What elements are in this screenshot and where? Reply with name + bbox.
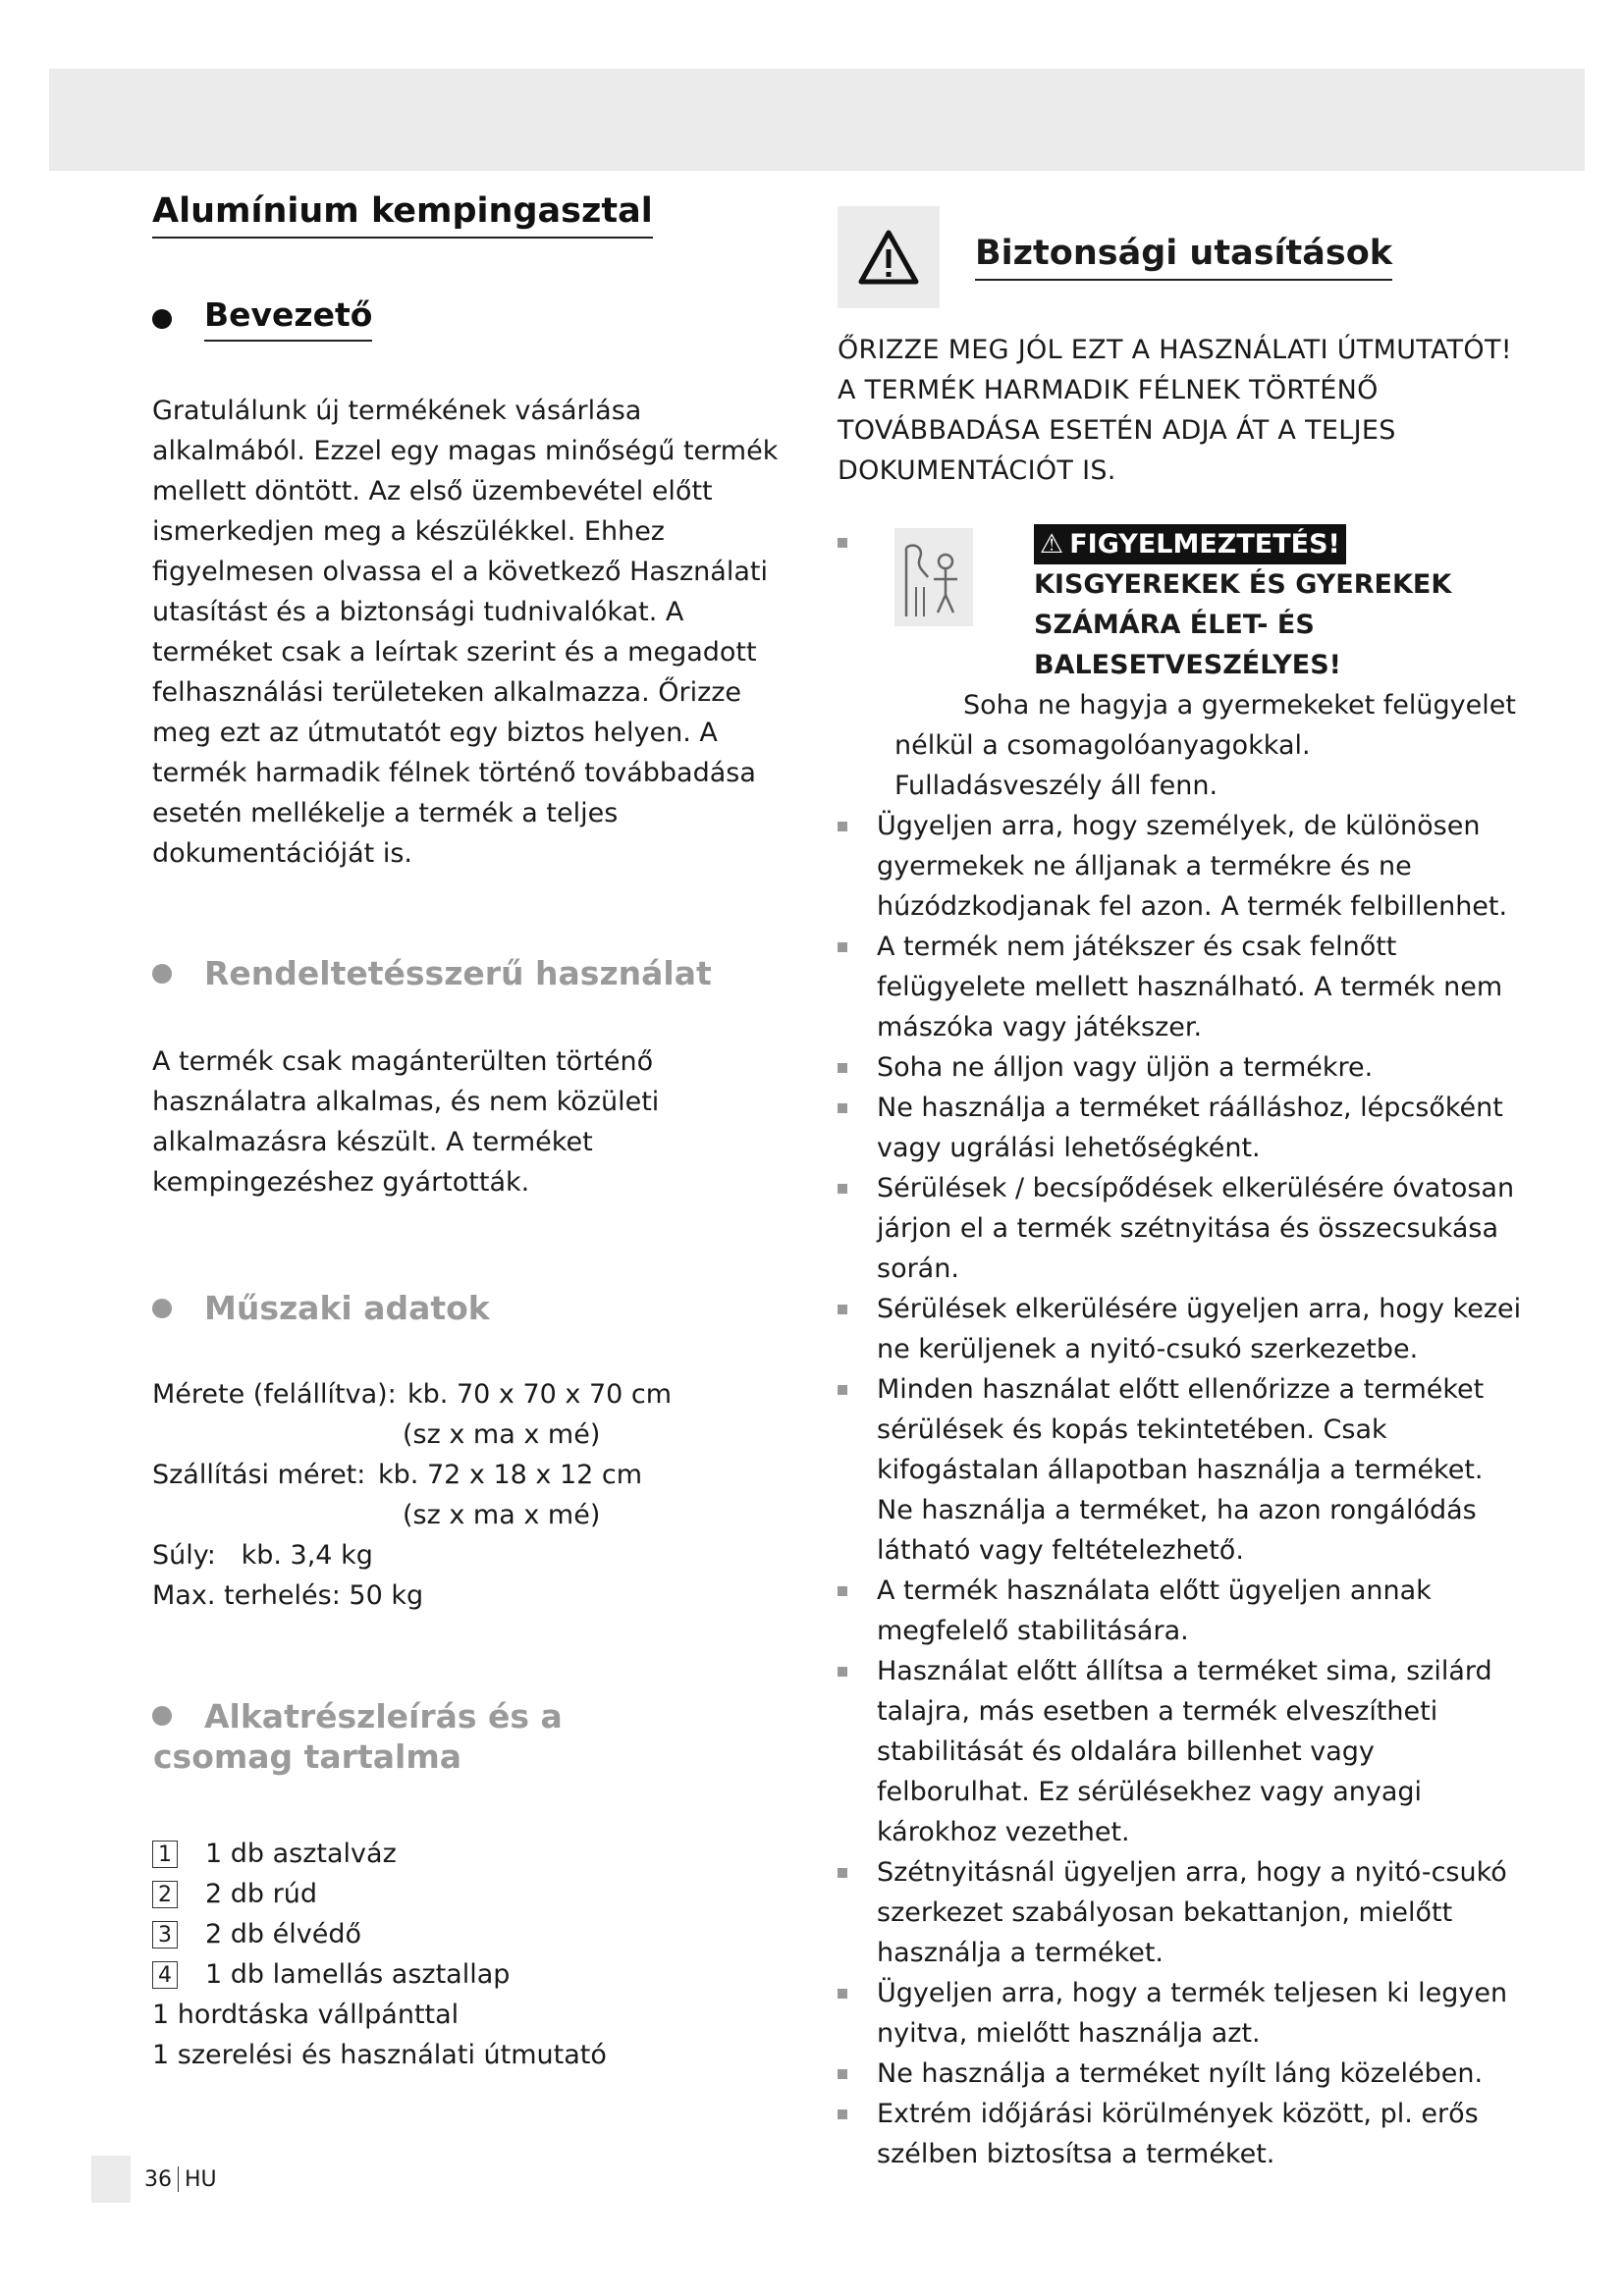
bullet-square-icon	[838, 1184, 847, 1194]
list-item	[838, 806, 1525, 927]
dimensions-value: kb. 70 x 70 x 70 cm	[407, 1379, 673, 1410]
list-item	[152, 1954, 800, 1995]
part-text: 2 db élvédő	[205, 1919, 361, 1949]
parts-title-line1: Alkatrészleírás és a	[204, 1697, 563, 1735]
dimensions-note-row	[152, 1415, 800, 1455]
part-number-box: 2	[152, 1881, 178, 1908]
list-item	[838, 1088, 1525, 1168]
intended-use-title: Rendeltetésszerű használat	[204, 954, 712, 992]
safety-item-text: Ne használja a terméket ráálláshoz, lépcsőként vagy ugrálási lehetőségként.	[877, 1093, 1503, 1163]
warning-body: Soha ne hagyja a gyermekeket felügyelet nélkül a csomagolóanyagokkal. Fulladásveszély áll fenn.	[894, 690, 1516, 801]
child-warning-icon	[894, 528, 973, 626]
safety-item-text: Szétnyitásnál ügyeljen arra, hogy a nyitó-csukó szerkezet szabályosan bekattanjon, mielőtt használja a terméket.	[877, 1857, 1507, 1968]
warning-badge	[1034, 524, 1346, 564]
bullet-square-icon	[838, 1586, 847, 1596]
list-item	[152, 1874, 800, 1914]
section-bullet-icon	[152, 1706, 172, 1726]
list-item	[838, 927, 1525, 1047]
parts-list	[152, 1834, 800, 2075]
section-bullet-icon	[152, 309, 172, 329]
safety-item-text: Extrém időjárási körülmények között, pl. erős szélben biztosítsa a terméket.	[877, 2099, 1479, 2169]
parts-heading	[152, 1696, 800, 1777]
shipping-note-row	[152, 1495, 800, 1535]
intro-text: Gratulálunk új termékének vásárlása alkalmából. Ezzel egy magas minőségű termék mellett döntött. Az első üzembevétel előtt ismerkedjen meg a készülékkel. Ehhez figyelmesen olvassa el a következő Használati utasítást és a biztonsági tudnivalókat. A terméket csak a leírtak szerint és a megadott felhasználási területeken alkalmazza. Őrizze meg ezt az útmutatót egy biztos helyen. A termék harmadik félnek történő továbbadása esetén mellékelje a termék a teljes dokumentációját is.	[152, 396, 779, 869]
safety-item-text: Használat előtt állítsa a terméket sima, szilárd talajra, más esetben a termék elveszítheti stabilitását és oldalára billenhet vagy felborulhat. Ez sérülésekhez vagy anyagi károkhoz vezethet.	[877, 1656, 1492, 1847]
list-item	[838, 1289, 1525, 1369]
part-text: 1 db lamellás asztallap	[205, 1959, 511, 1990]
right-column	[838, 206, 1525, 2174]
safety-item-text: A termék használata előtt ügyeljen annak megfelelő stabilitására.	[877, 1575, 1432, 1646]
list-item	[838, 1369, 1525, 1571]
page-title: Alumínium kempingasztal	[152, 191, 653, 239]
dimensions-note: (sz x ma x mé)	[403, 1419, 601, 1450]
intro-heading	[152, 295, 800, 342]
list-item	[838, 1571, 1525, 1651]
technical-title: Műszaki adatok	[204, 1289, 490, 1327]
section-bullet-icon	[152, 1299, 172, 1318]
bullet-square-icon	[838, 1063, 847, 1073]
bullet-square-icon	[838, 1989, 847, 1999]
bullet-square-icon	[838, 822, 847, 831]
bullet-square-icon	[838, 942, 847, 952]
left-column	[152, 191, 800, 2075]
weight-row	[152, 1535, 800, 1575]
shipping-note: (sz x ma x mé)	[403, 1500, 601, 1530]
intro-title: Bevezető	[204, 295, 372, 342]
shipping-value: kb. 72 x 18 x 12 cm	[378, 1460, 643, 1490]
list-item: 1 szerelési és használati útmutató	[152, 2040, 607, 2070]
safety-item-text: Ügyeljen arra, hogy személyek, de különösen gyermekek ne álljanak a termékre és ne húzódzkodjanak fel azon. A termék felbillenhet.	[877, 811, 1508, 922]
intended-use-heading	[152, 954, 800, 992]
bullet-square-icon	[838, 1868, 847, 1878]
warning-heading-text: KISGYEREKEK ÉS GYEREKEK SZÁMÁRA ÉLET- ÉS BALESETVESZÉLYES!	[1034, 569, 1452, 680]
safety-item-text: Sérülések / becsípődések elkerülésére óvatosan járjon el a termék szétnyitása és összecsukása során.	[877, 1173, 1515, 1284]
list-item	[152, 1834, 800, 1874]
technical-data	[152, 1374, 800, 1616]
bullet-square-icon	[838, 2109, 847, 2119]
list-item	[152, 1914, 800, 1954]
bullet-square-icon	[838, 1385, 847, 1395]
page-footer	[91, 2156, 217, 2203]
list-item	[838, 1168, 1525, 1289]
list-item: 1 hordtáska vállpánttal	[152, 2000, 460, 2030]
part-text: 2 db rúd	[205, 1879, 317, 1909]
max-load-row	[152, 1575, 800, 1616]
warning-tag-label: FIGYELMEZTETÉS!	[1069, 529, 1340, 560]
bullet-square-icon	[838, 1305, 847, 1314]
parts-title-line2: csomag tartalma	[153, 1737, 461, 1776]
header-bar	[49, 69, 1585, 171]
safety-heading	[838, 206, 1525, 308]
section-bullet-icon	[152, 964, 172, 984]
list-item	[838, 1973, 1525, 2054]
max-load-value: Max. terhelés: 50 kg	[152, 1580, 424, 1611]
list-item	[838, 1852, 1525, 1973]
intended-use-text: A termék csak magánterülten történő használatra alkalmas, és nem közületi alkalmazásra készült. A terméket kempingezéshez gyártották.	[152, 1046, 660, 1198]
bullet-square-icon	[838, 1667, 847, 1677]
list-item	[838, 1651, 1525, 1852]
safety-item-text: Ügyeljen arra, hogy a termék teljesen ki legyen nyitva, mielőtt használja azt.	[877, 1978, 1508, 2049]
shipping-label: Szállítási méret:	[152, 1460, 366, 1490]
safety-item-text: Ne használja a terméket nyílt láng közelében.	[877, 2058, 1484, 2089]
warning-triangle-icon	[858, 230, 919, 285]
safety-item-text: A termék nem játékszer és csak felnőtt felügyelete mellett használható. A termék nem mászóka vagy játékszer.	[877, 932, 1503, 1042]
bullet-square-icon	[838, 538, 847, 548]
warning-small-icon: ⚠	[1040, 529, 1064, 560]
warning-triangle-icon	[838, 206, 940, 308]
shipping-row	[152, 1455, 800, 1495]
safety-list	[838, 806, 1525, 2174]
list-item	[838, 2054, 1525, 2094]
caps-notice: ŐRIZZE MEG JÓL EZT A HASZNÁLATI ÚTMUTATÓT! A TERMÉK HARMADIK FÉLNEK TÖRTÉNŐ TOVÁBBADÁSA ESETÉN ADJA ÁT A TELJES DOKUMENTÁCIÓT IS.	[838, 335, 1512, 486]
part-text: 1 db asztalváz	[205, 1839, 397, 1869]
safety-item-text: Minden használat előtt ellenőrizze a terméket sérülések és kopás tekintetében. Csak kifogástalan állapotban használja a terméket. Ne használja a terméket, ha azon rongálódás látható vagy feltételezhető.	[877, 1374, 1485, 1566]
dimensions-label: Mérete (felállítva):	[152, 1379, 397, 1410]
parts-title	[153, 1696, 666, 1777]
page-divider	[178, 2166, 179, 2192]
child-warning	[838, 524, 1525, 806]
technical-heading	[152, 1289, 800, 1327]
bullet-square-icon	[838, 2069, 847, 2079]
page-number: 36	[144, 2166, 172, 2192]
dimensions-row	[152, 1374, 800, 1415]
part-number-box: 1	[152, 1841, 178, 1868]
bullet-square-icon	[838, 1103, 847, 1113]
weight-value: Súly: kb. 3,4 kg	[152, 1540, 373, 1571]
safety-item-text: Sérülések elkerülésére ügyeljen arra, hogy kezei ne kerüljenek a nyitó-csukó szerkezetbe.	[877, 1294, 1522, 1364]
page-marker	[91, 2156, 131, 2203]
list-item	[838, 2094, 1525, 2174]
safety-title: Biztonsági utasítások	[975, 234, 1392, 281]
part-number-box: 4	[152, 1961, 178, 1989]
part-number-box: 3	[152, 1921, 178, 1949]
list-item	[838, 1047, 1525, 1088]
safety-item-text: Soha ne álljon vagy üljön a termékre.	[877, 1052, 1374, 1083]
warning-heading	[1034, 524, 1525, 685]
page-language: HU	[185, 2166, 217, 2192]
